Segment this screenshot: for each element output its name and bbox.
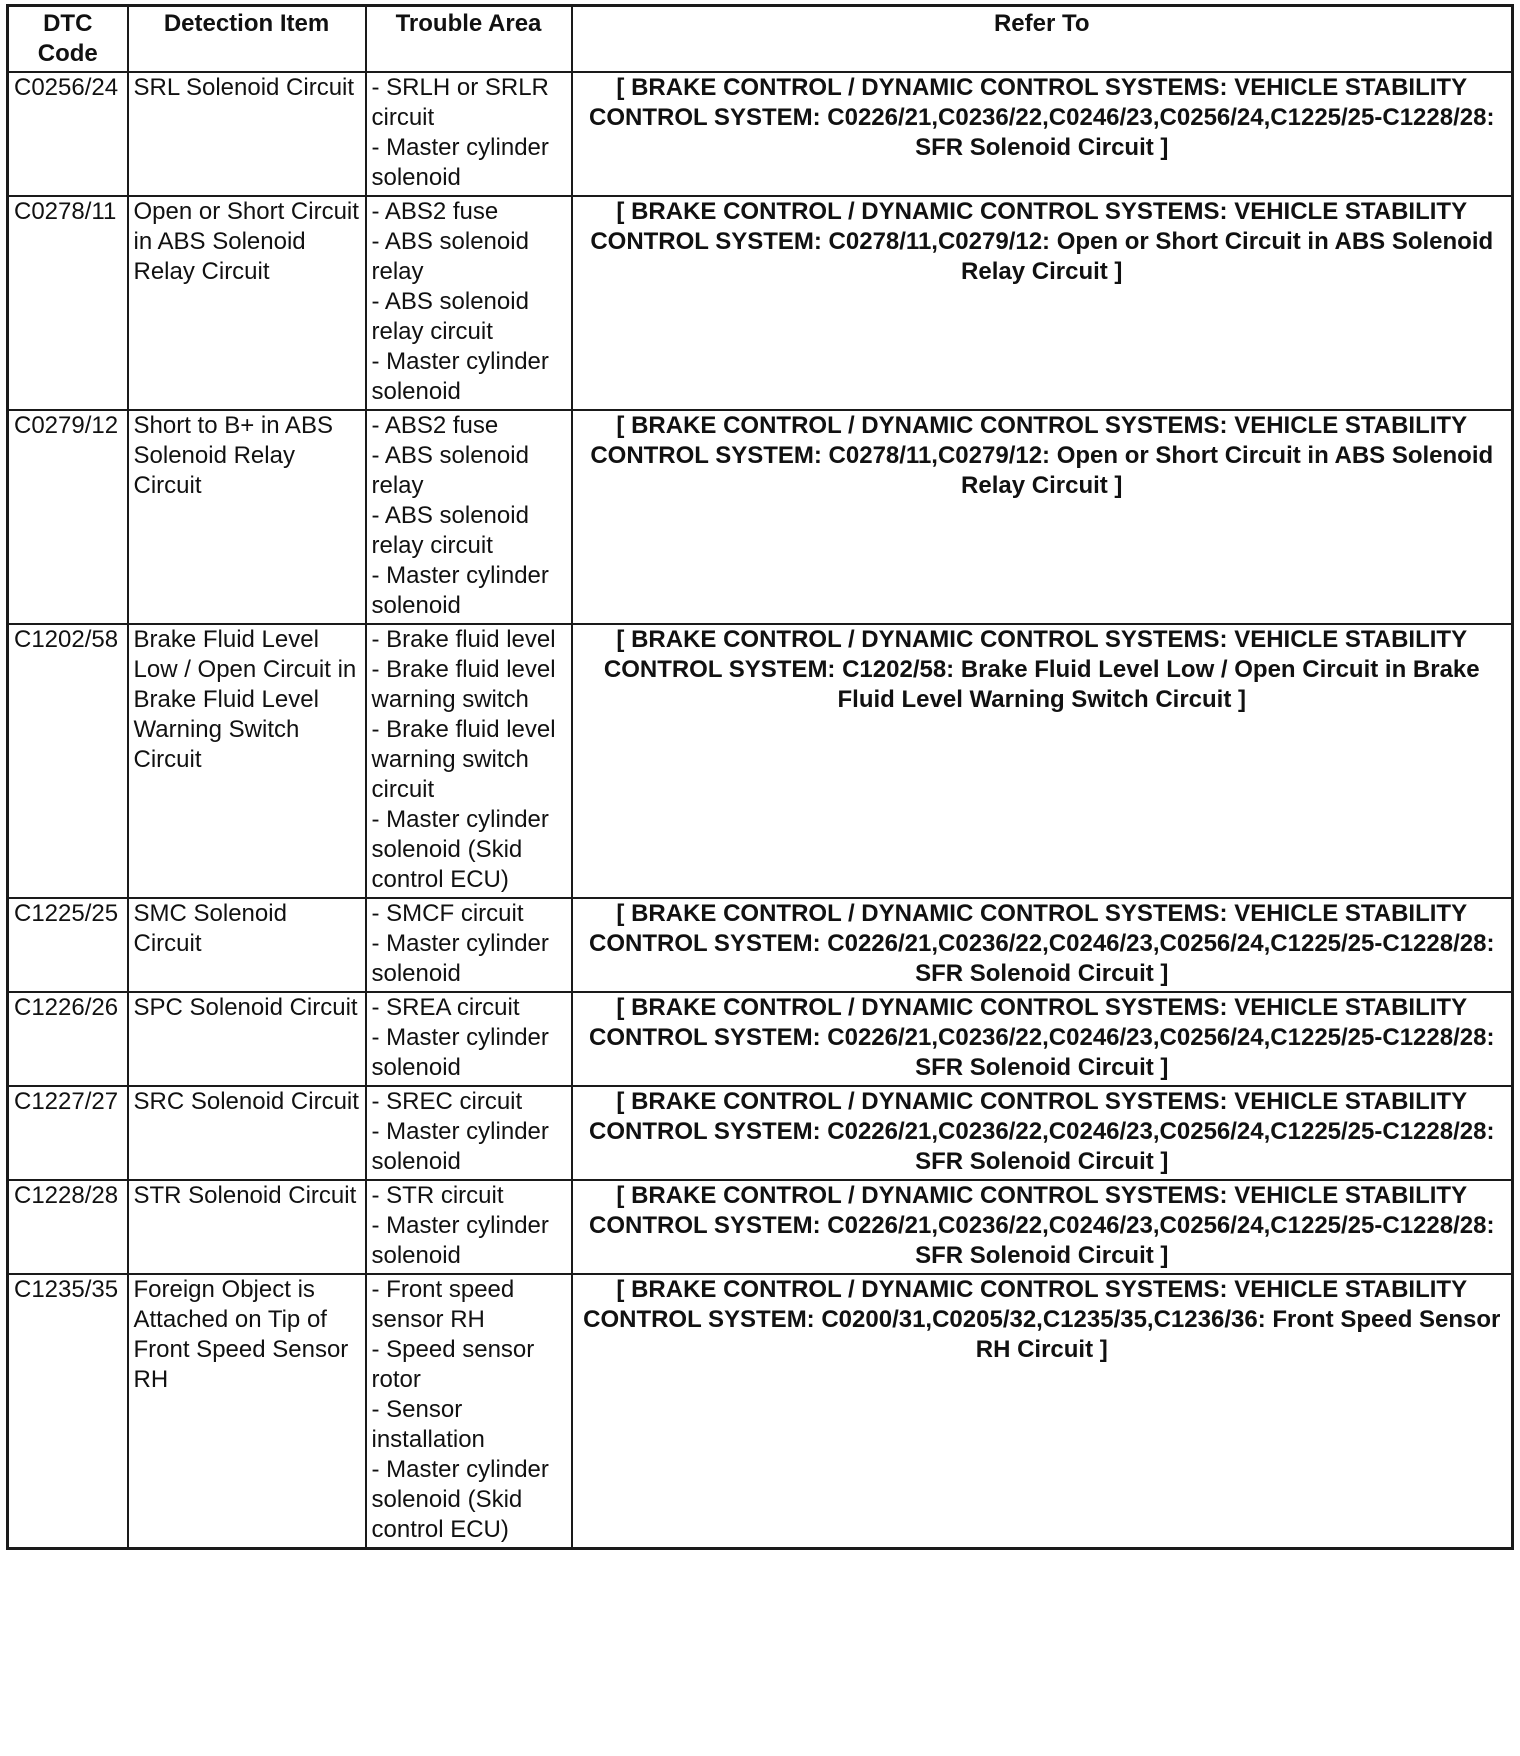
- refer-to-link[interactable]: [ BRAKE CONTROL / DYNAMIC CONTROL SYSTEMS: VEHICLE STABILITY CONTROL SYSTEM: C0226/21,C0236/22,C0246/23,C0256/24,C1225/25-C1228/28: SFR Solenoid Circuit ]: [572, 992, 1513, 1086]
- detection-item-cell: SRC Solenoid Circuit: [128, 1086, 366, 1180]
- trouble-area-cell: [366, 624, 572, 898]
- detection-item-cell: SMC Solenoid Circuit: [128, 898, 366, 992]
- refer-to-link[interactable]: [ BRAKE CONTROL / DYNAMIC CONTROL SYSTEMS: VEHICLE STABILITY CONTROL SYSTEM: C0226/21,C0236/22,C0246/23,C0256/24,C1225/25-C1228/28: SFR Solenoid Circuit ]: [572, 898, 1513, 992]
- trouble-area-item: - Front speed sensor RH: [371, 1276, 515, 1333]
- detection-item-cell: SRL Solenoid Circuit: [128, 72, 366, 196]
- refer-to-link[interactable]: [ BRAKE CONTROL / DYNAMIC CONTROL SYSTEMS: VEHICLE STABILITY CONTROL SYSTEM: C0226/21,C0236/22,C0246/23,C0256/24,C1225/25-C1228/28: SFR Solenoid Circuit ]: [572, 1180, 1513, 1274]
- detection-item-cell: Foreign Object is Attached on Tip of Front Speed Sensor RH: [128, 1274, 366, 1549]
- trouble-area-item: - Master cylinder solenoid: [371, 562, 549, 619]
- trouble-area-item: - ABS solenoid relay circuit: [371, 288, 529, 345]
- trouble-area-item: - Master cylinder solenoid: [371, 348, 549, 405]
- trouble-area-cell: [366, 196, 572, 410]
- trouble-area-item: - Master cylinder solenoid: [371, 1024, 549, 1081]
- trouble-area-cell: [366, 410, 572, 624]
- trouble-area-item: - Master cylinder solenoid: [371, 1118, 549, 1175]
- table-body: [8, 72, 1513, 1549]
- dtc-code-cell: C0256/24: [8, 72, 128, 196]
- trouble-area-item: - Brake fluid level: [371, 626, 556, 653]
- header-dtc-code: DTC Code: [8, 6, 128, 73]
- trouble-area-item: - ABS solenoid relay circuit: [371, 502, 529, 559]
- trouble-area-item: - SREC circuit: [371, 1088, 523, 1115]
- table-row: [8, 992, 1513, 1086]
- trouble-area-cell: [366, 992, 572, 1086]
- trouble-area-item: - Brake fluid level warning switch: [371, 656, 556, 713]
- detection-item-cell: Short to B+ in ABS Solenoid Relay Circuit: [128, 410, 366, 624]
- dtc-code-cell: C1225/25: [8, 898, 128, 992]
- dtc-code-cell: C1226/26: [8, 992, 128, 1086]
- dtc-code-cell: C1228/28: [8, 1180, 128, 1274]
- trouble-area-item: - Brake fluid level warning switch circuit: [371, 716, 556, 803]
- trouble-area-cell: [366, 1086, 572, 1180]
- trouble-area-cell: [366, 898, 572, 992]
- table-row: [8, 1086, 1513, 1180]
- refer-to-link[interactable]: [ BRAKE CONTROL / DYNAMIC CONTROL SYSTEMS: VEHICLE STABILITY CONTROL SYSTEM: C0200/31,C0205/32,C1235/35,C1236/36: Front Speed Sensor RH Circuit ]: [572, 1274, 1513, 1549]
- trouble-area-item: - ABS solenoid relay: [371, 228, 529, 285]
- trouble-area-item: - Master cylinder solenoid (Skid control ECU): [371, 1456, 549, 1543]
- document-page: [6, 4, 1514, 1550]
- table-row: [8, 1180, 1513, 1274]
- refer-to-link[interactable]: [ BRAKE CONTROL / DYNAMIC CONTROL SYSTEMS: VEHICLE STABILITY CONTROL SYSTEM: C0226/21,C0236/22,C0246/23,C0256/24,C1225/25-C1228/28: SFR Solenoid Circuit ]: [572, 1086, 1513, 1180]
- dtc-code-cell: C0278/11: [8, 196, 128, 410]
- detection-item-cell: Brake Fluid Level Low / Open Circuit in Brake Fluid Level Warning Switch Circuit: [128, 624, 366, 898]
- trouble-area-item: - SRLH or SRLR circuit: [371, 74, 549, 131]
- trouble-area-item: - SMCF circuit: [371, 900, 524, 927]
- refer-to-link[interactable]: [ BRAKE CONTROL / DYNAMIC CONTROL SYSTEMS: VEHICLE STABILITY CONTROL SYSTEM: C0278/11,C0279/12: Open or Short Circuit in ABS Solenoid Relay Circuit ]: [572, 410, 1513, 624]
- trouble-area-item: - Master cylinder solenoid: [371, 134, 549, 191]
- dtc-code-cell: C1202/58: [8, 624, 128, 898]
- trouble-area-cell: [366, 72, 572, 196]
- trouble-area-item: - STR circuit: [371, 1182, 504, 1209]
- trouble-area-item: - SREA circuit: [371, 994, 520, 1021]
- trouble-area-item: - ABS2 fuse: [371, 198, 499, 225]
- dtc-code-cell: C0279/12: [8, 410, 128, 624]
- trouble-area-item: - Master cylinder solenoid: [371, 1212, 549, 1269]
- trouble-area-cell: [366, 1180, 572, 1274]
- table-row: [8, 72, 1513, 196]
- header-detection-item: Detection Item: [128, 6, 366, 73]
- trouble-area-item: - ABS solenoid relay: [371, 442, 529, 499]
- dtc-table: [6, 4, 1514, 1550]
- table-row: [8, 410, 1513, 624]
- dtc-code-cell: C1227/27: [8, 1086, 128, 1180]
- trouble-area-item: - Sensor installation: [371, 1396, 485, 1453]
- table-header-row: [8, 6, 1513, 73]
- trouble-area-cell: [366, 1274, 572, 1549]
- dtc-code-cell: C1235/35: [8, 1274, 128, 1549]
- header-trouble-area: Trouble Area: [366, 6, 572, 73]
- table-row: [8, 1274, 1513, 1549]
- table-row: [8, 624, 1513, 898]
- refer-to-link[interactable]: [ BRAKE CONTROL / DYNAMIC CONTROL SYSTEMS: VEHICLE STABILITY CONTROL SYSTEM: C1202/58: Brake Fluid Level Low / Open Circuit in Brake Fluid Level Warning Switch Circuit ]: [572, 624, 1513, 898]
- table-row: [8, 196, 1513, 410]
- refer-to-link[interactable]: [ BRAKE CONTROL / DYNAMIC CONTROL SYSTEMS: VEHICLE STABILITY CONTROL SYSTEM: C0278/11,C0279/12: Open or Short Circuit in ABS Solenoid Relay Circuit ]: [572, 196, 1513, 410]
- refer-to-link[interactable]: [ BRAKE CONTROL / DYNAMIC CONTROL SYSTEMS: VEHICLE STABILITY CONTROL SYSTEM: C0226/21,C0236/22,C0246/23,C0256/24,C1225/25-C1228/28: SFR Solenoid Circuit ]: [572, 72, 1513, 196]
- trouble-area-item: - ABS2 fuse: [371, 412, 499, 439]
- trouble-area-item: - Master cylinder solenoid: [371, 930, 549, 987]
- detection-item-cell: Open or Short Circuit in ABS Solenoid Relay Circuit: [128, 196, 366, 410]
- trouble-area-item: - Speed sensor rotor: [371, 1336, 535, 1393]
- table-row: [8, 898, 1513, 992]
- trouble-area-item: - Master cylinder solenoid (Skid control ECU): [371, 806, 549, 893]
- detection-item-cell: STR Solenoid Circuit: [128, 1180, 366, 1274]
- header-refer-to: Refer To: [572, 6, 1513, 73]
- detection-item-cell: SPC Solenoid Circuit: [128, 992, 366, 1086]
